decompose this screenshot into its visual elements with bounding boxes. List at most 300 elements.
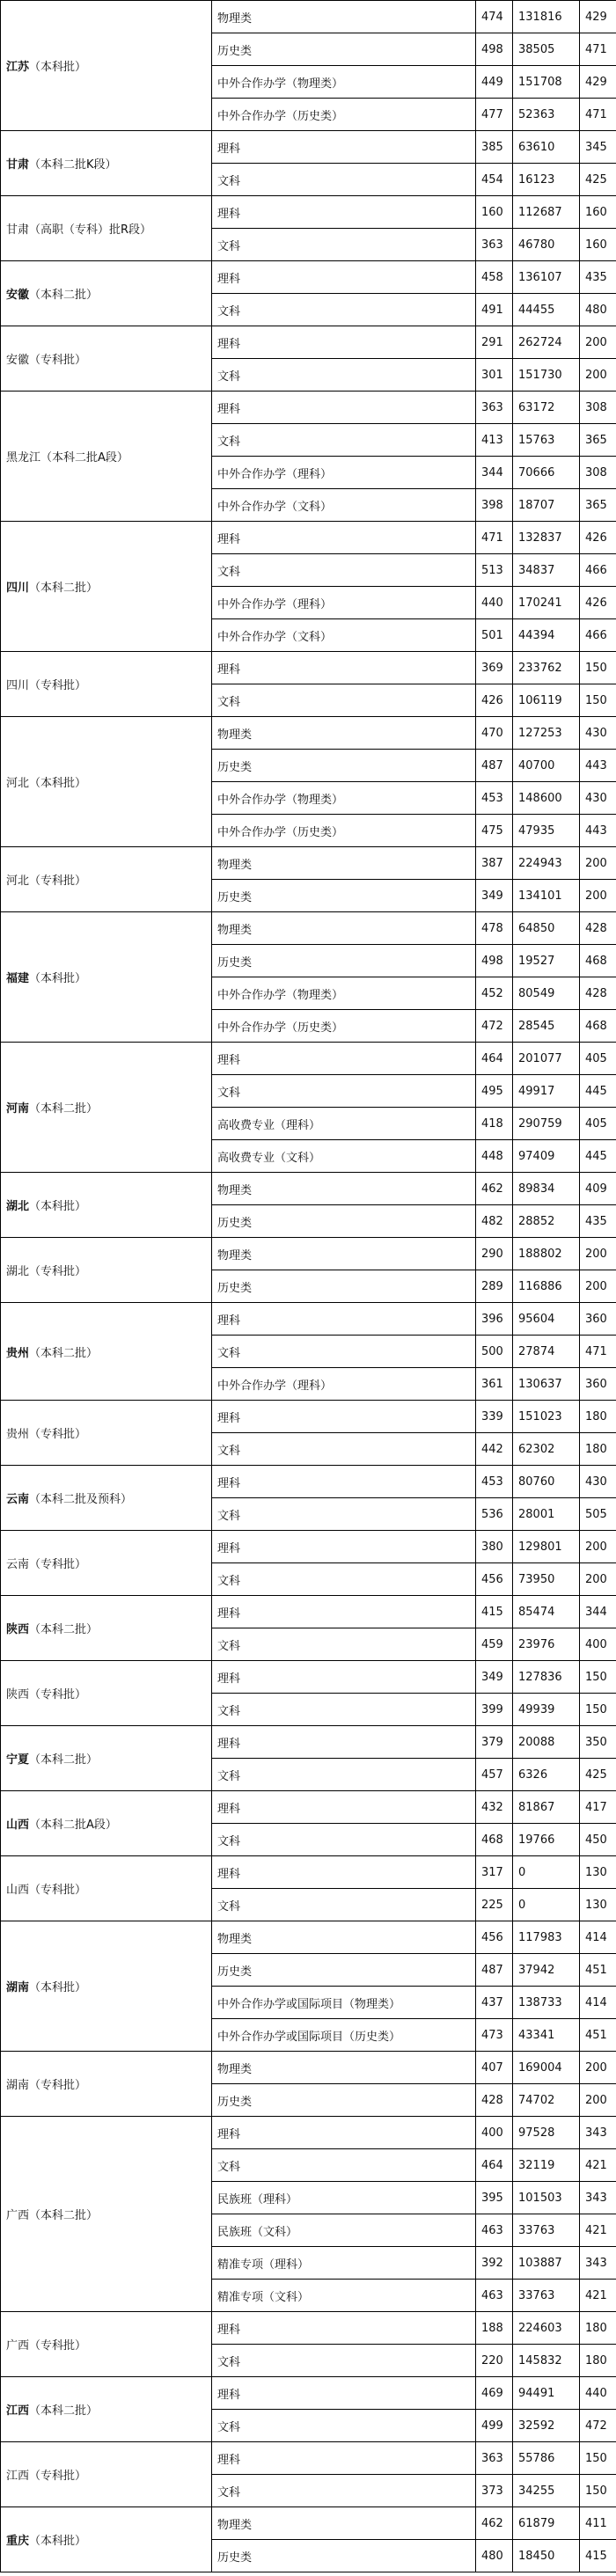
- control-line-cell: 200: [580, 1531, 616, 1563]
- batch-name: （本科批）: [29, 972, 87, 985]
- region-cell: [1, 2442, 212, 2507]
- rank-cell: 74702: [513, 2084, 580, 2117]
- score-cell: 501: [476, 619, 513, 652]
- region-cell: [1, 1043, 212, 1173]
- batch-name: （本科批）: [29, 2535, 87, 2548]
- control-line-cell: 200: [580, 359, 616, 392]
- subject-cell: 历史类: [212, 33, 476, 66]
- subject-cell: 文科: [212, 229, 476, 261]
- score-cell: 498: [476, 33, 513, 66]
- rank-cell: 49917: [513, 1075, 580, 1108]
- control-line-cell: 160: [580, 229, 616, 261]
- table-row: [1, 131, 616, 164]
- score-cell: 339: [476, 1401, 513, 1433]
- table-row: [1, 1596, 616, 1628]
- score-cell: 457: [476, 1759, 513, 1791]
- province-name: 江西: [6, 2470, 30, 2483]
- control-line-cell: 435: [580, 1205, 616, 1238]
- subject-cell: 中外合作办学或国际项目（历史类）: [212, 2019, 476, 2052]
- control-line-cell: 468: [580, 1010, 616, 1043]
- subject-cell: 文科: [212, 164, 476, 196]
- batch-name: （专科批）: [29, 1688, 87, 1701]
- subject-cell: 理科: [212, 2442, 476, 2475]
- rank-cell: 148600: [513, 782, 580, 815]
- rank-cell: 33763: [513, 2280, 580, 2312]
- region-cell: [1, 131, 212, 196]
- score-cell: 290: [476, 1238, 513, 1270]
- subject-cell: 理科: [212, 522, 476, 554]
- rank-cell: 233762: [513, 652, 580, 684]
- control-line-cell: 360: [580, 1303, 616, 1336]
- rank-cell: 33763: [513, 2214, 580, 2247]
- control-line-cell: 180: [580, 1433, 616, 1466]
- province-name: 重庆: [6, 2535, 30, 2548]
- batch-name: （专科批）: [29, 2470, 87, 2483]
- subject-cell: 理科: [212, 1043, 476, 1075]
- region-cell: [1, 261, 212, 326]
- score-cell: 380: [476, 1531, 513, 1563]
- rank-cell: 132837: [513, 522, 580, 554]
- control-line-cell: 350: [580, 1726, 616, 1759]
- control-line-cell: 429: [580, 66, 616, 99]
- province-name: 陕西: [6, 1688, 30, 1701]
- control-line-cell: 150: [580, 2442, 616, 2475]
- rank-cell: 70666: [513, 457, 580, 489]
- subject-cell: 中外合作办学（历史类）: [212, 99, 476, 131]
- score-cell: 464: [476, 2149, 513, 2182]
- rank-cell: 81867: [513, 1791, 580, 1824]
- rank-cell: 138733: [513, 1987, 580, 2019]
- score-cell: 413: [476, 424, 513, 457]
- score-cell: 463: [476, 2280, 513, 2312]
- score-cell: 363: [476, 2442, 513, 2475]
- control-line-cell: 200: [580, 326, 616, 359]
- province-name: 云南: [6, 1493, 30, 1506]
- control-line-cell: 345: [580, 131, 616, 164]
- subject-cell: 理科: [212, 1531, 476, 1563]
- score-cell: 500: [476, 1336, 513, 1368]
- control-line-cell: 150: [580, 652, 616, 684]
- subject-cell: 物理类: [212, 912, 476, 945]
- control-line-cell: 200: [580, 1563, 616, 1596]
- score-cell: 453: [476, 782, 513, 815]
- province-name: 安徽: [6, 289, 30, 302]
- score-cell: 459: [476, 1628, 513, 1661]
- control-line-cell: 471: [580, 33, 616, 66]
- score-cell: 426: [476, 684, 513, 717]
- batch-name: （本科二批）: [29, 1346, 99, 1360]
- subject-cell: 物理类: [212, 2052, 476, 2084]
- control-line-cell: 200: [580, 1270, 616, 1303]
- province-name: 云南: [6, 1558, 30, 1571]
- province-name: 山西: [6, 1884, 30, 1897]
- batch-name: （本科二批）: [29, 1623, 99, 1636]
- subject-cell: 理科: [212, 326, 476, 359]
- rank-cell: 19527: [513, 945, 580, 977]
- control-line-cell: 200: [580, 880, 616, 912]
- score-cell: 456: [476, 1563, 513, 1596]
- subject-cell: 文科: [212, 1694, 476, 1726]
- rank-cell: 97409: [513, 1140, 580, 1173]
- control-line-cell: 405: [580, 1108, 616, 1140]
- control-line-cell: 435: [580, 261, 616, 294]
- control-line-cell: 451: [580, 2019, 616, 2052]
- table-row: [1, 1726, 616, 1759]
- rank-cell: 97528: [513, 2117, 580, 2149]
- batch-name: （专科批）: [29, 2079, 87, 2092]
- control-line-cell: 200: [580, 1238, 616, 1270]
- score-cell: 344: [476, 457, 513, 489]
- rank-cell: 28545: [513, 1010, 580, 1043]
- subject-cell: 历史类: [212, 880, 476, 912]
- control-line-cell: 414: [580, 1921, 616, 1954]
- score-cell: 469: [476, 2377, 513, 2410]
- region-cell: [1, 2312, 212, 2377]
- control-line-cell: 160: [580, 196, 616, 229]
- subject-cell: 文科: [212, 1075, 476, 1108]
- rank-cell: 151708: [513, 66, 580, 99]
- score-cell: 456: [476, 1921, 513, 1954]
- rank-cell: 62302: [513, 1433, 580, 1466]
- subject-cell: 高收费专业（理科）: [212, 1108, 476, 1140]
- control-line-cell: 430: [580, 717, 616, 750]
- score-cell: 482: [476, 1205, 513, 1238]
- subject-cell: 物理类: [212, 1173, 476, 1205]
- score-cell: 396: [476, 1303, 513, 1336]
- control-line-cell: 365: [580, 489, 616, 522]
- region-cell: [1, 1, 212, 131]
- score-cell: 398: [476, 489, 513, 522]
- score-cell: 379: [476, 1726, 513, 1759]
- score-cell: 392: [476, 2247, 513, 2280]
- rank-cell: 80549: [513, 977, 580, 1010]
- subject-cell: 历史类: [212, 1205, 476, 1238]
- score-cell: 400: [476, 2117, 513, 2149]
- score-cell: 448: [476, 1140, 513, 1173]
- score-cell: 475: [476, 815, 513, 847]
- control-line-cell: 400: [580, 1628, 616, 1661]
- score-cell: 317: [476, 1856, 513, 1889]
- table-row: [1, 522, 616, 554]
- batch-name: （专科批）: [29, 354, 87, 367]
- score-cell: 478: [476, 912, 513, 945]
- rank-cell: 55786: [513, 2442, 580, 2475]
- batch-name: （本科批）: [29, 1981, 87, 1994]
- control-line-cell: 426: [580, 522, 616, 554]
- subject-cell: 民族班（理科）: [212, 2182, 476, 2214]
- province-name: 甘肃: [6, 223, 30, 237]
- control-line-cell: 421: [580, 2149, 616, 2182]
- score-cell: 477: [476, 99, 513, 131]
- rank-cell: 145832: [513, 2345, 580, 2377]
- subject-cell: 中外合作办学（物理类）: [212, 977, 476, 1010]
- subject-cell: 中外合作办学（物理类）: [212, 66, 476, 99]
- subject-cell: 中外合作办学（文科）: [212, 619, 476, 652]
- control-line-cell: 411: [580, 2507, 616, 2540]
- rank-cell: 94491: [513, 2377, 580, 2410]
- rank-cell: 169004: [513, 2052, 580, 2084]
- control-line-cell: 468: [580, 945, 616, 977]
- rank-cell: 15763: [513, 424, 580, 457]
- control-line-cell: 445: [580, 1140, 616, 1173]
- score-cell: 458: [476, 261, 513, 294]
- rank-cell: 101503: [513, 2182, 580, 2214]
- score-cell: 487: [476, 1954, 513, 1987]
- score-cell: 468: [476, 1824, 513, 1856]
- subject-cell: 理科: [212, 392, 476, 424]
- province-name: 山西: [6, 1819, 30, 1832]
- rank-cell: 16123: [513, 164, 580, 196]
- rank-cell: 20088: [513, 1726, 580, 1759]
- province-name: 贵州: [6, 1428, 30, 1441]
- score-cell: 513: [476, 554, 513, 587]
- subject-cell: 文科: [212, 1824, 476, 1856]
- score-cell: 387: [476, 847, 513, 880]
- control-line-cell: 150: [580, 2475, 616, 2507]
- batch-name: （本科批）: [29, 1200, 87, 1213]
- subject-cell: 历史类: [212, 945, 476, 977]
- subject-cell: 物理类: [212, 1921, 476, 1954]
- province-name: 四川: [6, 582, 30, 595]
- subject-cell: 文科: [212, 1336, 476, 1368]
- batch-name: （本科二批）: [29, 1102, 99, 1116]
- rank-cell: 63610: [513, 131, 580, 164]
- table-row: [1, 1466, 616, 1498]
- score-cell: 369: [476, 652, 513, 684]
- rank-cell: 23976: [513, 1628, 580, 1661]
- control-line-cell: 466: [580, 619, 616, 652]
- table-row: [1, 196, 616, 229]
- table-row: [1, 326, 616, 359]
- subject-cell: 理科: [212, 1401, 476, 1433]
- score-cell: 471: [476, 522, 513, 554]
- region-cell: [1, 1921, 212, 2052]
- score-cell: 470: [476, 717, 513, 750]
- control-line-cell: 180: [580, 2312, 616, 2345]
- region-cell: [1, 1466, 212, 1531]
- control-line-cell: 150: [580, 1694, 616, 1726]
- region-cell: [1, 1661, 212, 1726]
- score-cell: 463: [476, 2214, 513, 2247]
- table-row: [1, 912, 616, 945]
- score-cell: 418: [476, 1108, 513, 1140]
- rank-cell: 136107: [513, 261, 580, 294]
- control-line-cell: 425: [580, 1759, 616, 1791]
- batch-name: （专科批）: [29, 679, 87, 692]
- rank-cell: 64850: [513, 912, 580, 945]
- control-line-cell: 430: [580, 1466, 616, 1498]
- batch-name: （本科批）: [29, 61, 87, 74]
- table-row: [1, 1303, 616, 1336]
- score-cell: 495: [476, 1075, 513, 1108]
- rank-cell: 170241: [513, 587, 580, 619]
- rank-cell: 73950: [513, 1563, 580, 1596]
- subject-cell: 中外合作办学（文科）: [212, 489, 476, 522]
- score-cell: 220: [476, 2345, 513, 2377]
- score-cell: 449: [476, 66, 513, 99]
- control-line-cell: 405: [580, 1043, 616, 1075]
- table-row: [1, 2442, 616, 2475]
- control-line-cell: 505: [580, 1498, 616, 1531]
- control-line-cell: 344: [580, 1596, 616, 1628]
- region-cell: [1, 196, 212, 261]
- subject-cell: 理科: [212, 2117, 476, 2149]
- control-line-cell: 443: [580, 750, 616, 782]
- control-line-cell: 445: [580, 1075, 616, 1108]
- province-name: 四川: [6, 679, 30, 692]
- control-line-cell: 150: [580, 684, 616, 717]
- control-line-cell: 429: [580, 1, 616, 33]
- region-cell: [1, 326, 212, 392]
- region-cell: [1, 1401, 212, 1466]
- table-row: [1, 2377, 616, 2410]
- table-row: [1, 1791, 616, 1824]
- control-line-cell: 440: [580, 2377, 616, 2410]
- subject-cell: 物理类: [212, 2507, 476, 2540]
- region-cell: [1, 1596, 212, 1661]
- control-line-cell: 450: [580, 1824, 616, 1856]
- rank-cell: 18707: [513, 489, 580, 522]
- subject-cell: 精准专项（理科）: [212, 2247, 476, 2280]
- subject-cell: 理科: [212, 1726, 476, 1759]
- table-row: [1, 2117, 616, 2149]
- table-row: [1, 1173, 616, 1205]
- rank-cell: 40700: [513, 750, 580, 782]
- rank-cell: 80760: [513, 1466, 580, 1498]
- score-cell: 225: [476, 1889, 513, 1921]
- batch-name: （本科二批及预科）: [29, 1493, 133, 1506]
- province-name: 河北: [6, 777, 30, 790]
- batch-name: （本科二批A段）: [29, 1819, 117, 1832]
- table-row: [1, 1, 616, 33]
- batch-name: （本科二批）: [29, 582, 99, 595]
- subject-cell: 理科: [212, 1466, 476, 1498]
- table-row: [1, 1531, 616, 1563]
- score-cell: 349: [476, 880, 513, 912]
- control-line-cell: 480: [580, 294, 616, 326]
- rank-cell: 43341: [513, 2019, 580, 2052]
- rank-cell: 28852: [513, 1205, 580, 1238]
- rank-cell: 44455: [513, 294, 580, 326]
- score-cell: 452: [476, 977, 513, 1010]
- rank-cell: 19766: [513, 1824, 580, 1856]
- subject-cell: 理科: [212, 1791, 476, 1824]
- control-line-cell: 180: [580, 2345, 616, 2377]
- batch-name: （专科批）: [29, 1428, 87, 1441]
- subject-cell: 历史类: [212, 2540, 476, 2572]
- score-cell: 437: [476, 1987, 513, 2019]
- rank-cell: 47935: [513, 815, 580, 847]
- control-line-cell: 365: [580, 424, 616, 457]
- control-line-cell: 130: [580, 1856, 616, 1889]
- subject-cell: 理科: [212, 196, 476, 229]
- table-row: [1, 717, 616, 750]
- rank-cell: 28001: [513, 1498, 580, 1531]
- control-line-cell: 417: [580, 1791, 616, 1824]
- control-line-cell: 150: [580, 1661, 616, 1694]
- rank-cell: 224943: [513, 847, 580, 880]
- rank-cell: 116886: [513, 1270, 580, 1303]
- subject-cell: 理科: [212, 1596, 476, 1628]
- control-line-cell: 430: [580, 782, 616, 815]
- score-cell: 453: [476, 1466, 513, 1498]
- table-row: [1, 392, 616, 424]
- subject-cell: 中外合作办学（物理类）: [212, 782, 476, 815]
- subject-cell: 文科: [212, 2475, 476, 2507]
- score-cell: 464: [476, 1043, 513, 1075]
- table-row: [1, 1921, 616, 1954]
- province-name: 湖北: [6, 1200, 30, 1213]
- rank-cell: 0: [513, 1889, 580, 1921]
- control-line-cell: 343: [580, 2247, 616, 2280]
- rank-cell: 151023: [513, 1401, 580, 1433]
- rank-cell: 151730: [513, 359, 580, 392]
- rank-cell: 134101: [513, 880, 580, 912]
- region-cell: [1, 912, 212, 1043]
- score-cell: 188: [476, 2312, 513, 2345]
- rank-cell: 32592: [513, 2410, 580, 2442]
- rank-cell: 224603: [513, 2312, 580, 2345]
- control-line-cell: 466: [580, 554, 616, 587]
- score-table-body: [1, 1, 616, 2572]
- subject-cell: 理科: [212, 1303, 476, 1336]
- batch-name: （专科批）: [29, 1265, 87, 1278]
- subject-cell: 理科: [212, 261, 476, 294]
- subject-cell: 文科: [212, 1628, 476, 1661]
- score-cell: 415: [476, 1596, 513, 1628]
- score-cell: 442: [476, 1433, 513, 1466]
- province-name: 河南: [6, 1102, 30, 1116]
- rank-cell: 49939: [513, 1694, 580, 1726]
- control-line-cell: 471: [580, 99, 616, 131]
- region-cell: [1, 1856, 212, 1921]
- control-line-cell: 343: [580, 2117, 616, 2149]
- region-cell: [1, 2117, 212, 2312]
- batch-name: （本科二批K段）: [29, 158, 117, 172]
- rank-cell: 262724: [513, 326, 580, 359]
- control-line-cell: 421: [580, 2280, 616, 2312]
- batch-name: （高职（专科）批R段）: [29, 223, 152, 237]
- score-cell: 363: [476, 392, 513, 424]
- subject-cell: 理科: [212, 1661, 476, 1694]
- subject-cell: 物理类: [212, 1, 476, 33]
- control-line-cell: 200: [580, 847, 616, 880]
- rank-cell: 103887: [513, 2247, 580, 2280]
- subject-cell: 历史类: [212, 750, 476, 782]
- batch-name: （本科二批）: [29, 2404, 99, 2418]
- subject-cell: 高收费专业（文科）: [212, 1140, 476, 1173]
- province-name: 福建: [6, 972, 30, 985]
- subject-cell: 文科: [212, 554, 476, 587]
- rank-cell: 6326: [513, 1759, 580, 1791]
- rank-cell: 27874: [513, 1336, 580, 1368]
- subject-cell: 文科: [212, 2149, 476, 2182]
- subject-cell: 理科: [212, 652, 476, 684]
- score-cell: 160: [476, 196, 513, 229]
- rank-cell: 18450: [513, 2540, 580, 2572]
- subject-cell: 文科: [212, 1563, 476, 1596]
- control-line-cell: 130: [580, 1889, 616, 1921]
- subject-cell: 历史类: [212, 1270, 476, 1303]
- control-line-cell: 428: [580, 912, 616, 945]
- rank-cell: 89834: [513, 1173, 580, 1205]
- rank-cell: 44394: [513, 619, 580, 652]
- score-cell: 361: [476, 1368, 513, 1401]
- rank-cell: 37942: [513, 1954, 580, 1987]
- control-line-cell: 421: [580, 2214, 616, 2247]
- score-cell: 491: [476, 294, 513, 326]
- subject-cell: 文科: [212, 1498, 476, 1531]
